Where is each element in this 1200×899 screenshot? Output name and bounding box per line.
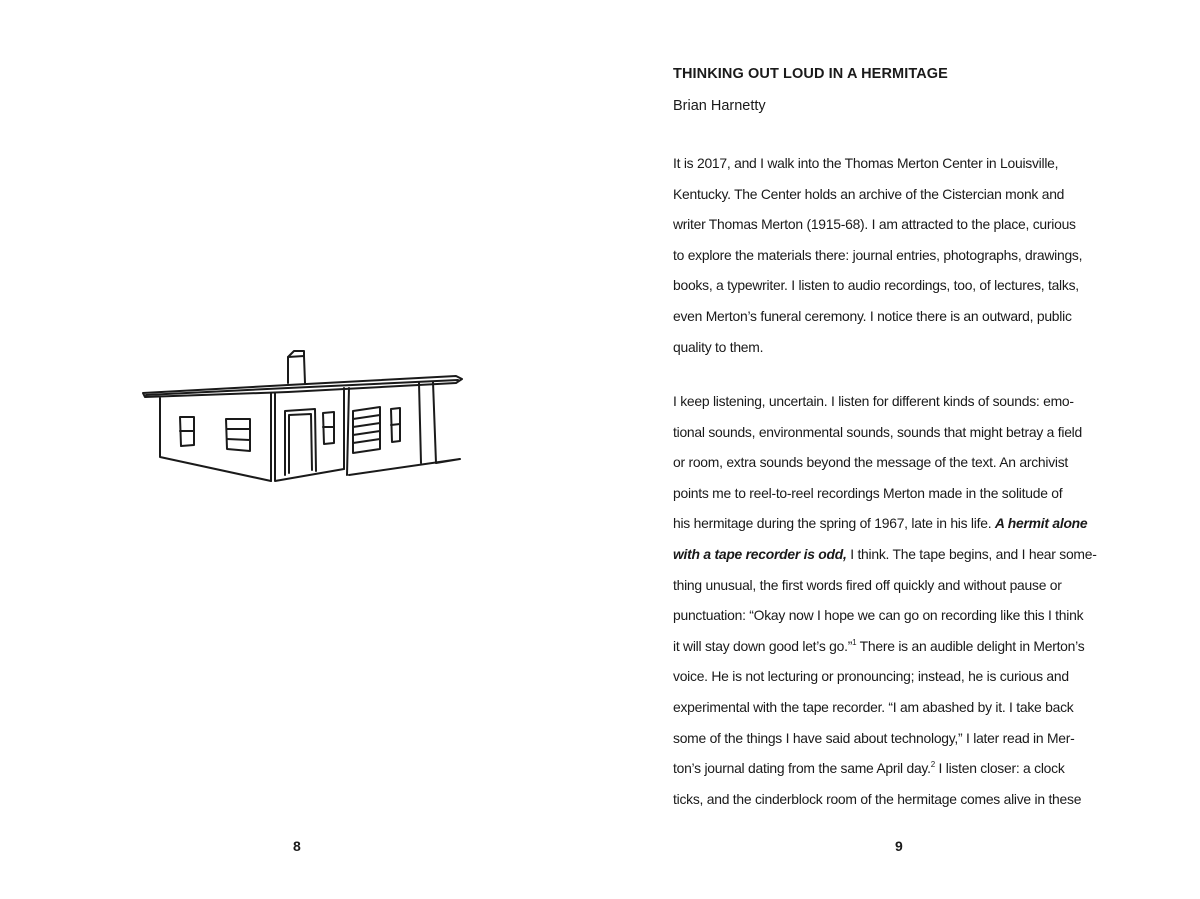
hermitage-sketch-illustration <box>138 345 468 485</box>
italic-phrase: with a tape recorder is odd, <box>673 545 847 562</box>
text-line: to explore the materials there: journal entries, photographs, drawings, <box>673 246 1083 263</box>
text-line: voice. He is not lecturing or pronouncing; instead, he is curious and <box>673 668 1069 685</box>
text-line <box>673 539 1125 570</box>
text-line <box>673 631 1125 662</box>
text-segment: I think. The tape begins, and I hear some- <box>846 545 1097 562</box>
page-number: 9 <box>895 838 904 854</box>
text-segment: There is an audible delight in Merton’s <box>856 637 1085 654</box>
text-segment: I listen closer: a clock <box>934 760 1065 777</box>
text-line: points me to reel-to-reel recordings Merton made in the solitude of <box>673 484 1063 501</box>
page-number: 8 <box>293 838 302 854</box>
right-page <box>600 0 1200 899</box>
text-segment: his hermitage during the spring of 1967, late in his life. <box>673 515 995 532</box>
text-segment: ton’s journal dating from the same April day. <box>673 760 931 777</box>
text-line: writer Thomas Merton (1915-68). I am attracted to the place, curious <box>673 216 1076 233</box>
text-line <box>673 508 1125 539</box>
author-name: Brian Harnetty <box>673 98 766 114</box>
text-line: thing unusual, the first words fired off quickly and without pause or <box>673 576 1062 593</box>
text-line: even Merton’s funeral ceremony. I notice there is an outward, public <box>673 307 1072 324</box>
footnote-marker: 2 <box>930 760 935 770</box>
text-line: I keep listening, uncertain. I listen for different kinds of sounds: emo- <box>673 393 1074 409</box>
footnote-marker: 1 <box>852 637 857 647</box>
italic-phrase: A hermit alone <box>994 515 1088 532</box>
text-line: or room, extra sounds beyond the message of the text. An archivist <box>673 454 1069 471</box>
text-line: tional sounds, environmental sounds, sounds that might betray a field <box>673 423 1082 440</box>
text-line: ticks, and the cinderblock room of the hermitage comes alive in these <box>673 790 1082 807</box>
text-line: Kentucky. The Center holds an archive of the Cistercian monk and <box>673 185 1065 202</box>
text-line <box>673 753 1125 784</box>
text-line: experimental with the tape recorder. “I am abashed by it. I take back <box>673 698 1074 715</box>
article-title: THINKING OUT LOUD IN A HERMITAGE <box>673 66 948 82</box>
text-line: punctuation: “Okay now I hope we can go on recording like this I think <box>673 607 1084 624</box>
text-line: It is 2017, and I walk into the Thomas Merton Center in Louisville, <box>673 155 1059 171</box>
text-segment: it will stay down good let’s go.” <box>673 637 853 654</box>
text-line: some of the things I have said about technology,” I later read in Mer- <box>673 729 1075 746</box>
text-line: quality to them. <box>673 338 764 355</box>
paragraph-1 <box>673 148 1125 362</box>
text-line: books, a typewriter. I listen to audio recordings, too, of lectures, talks, <box>673 277 1079 294</box>
paragraph-2 <box>673 386 1125 814</box>
